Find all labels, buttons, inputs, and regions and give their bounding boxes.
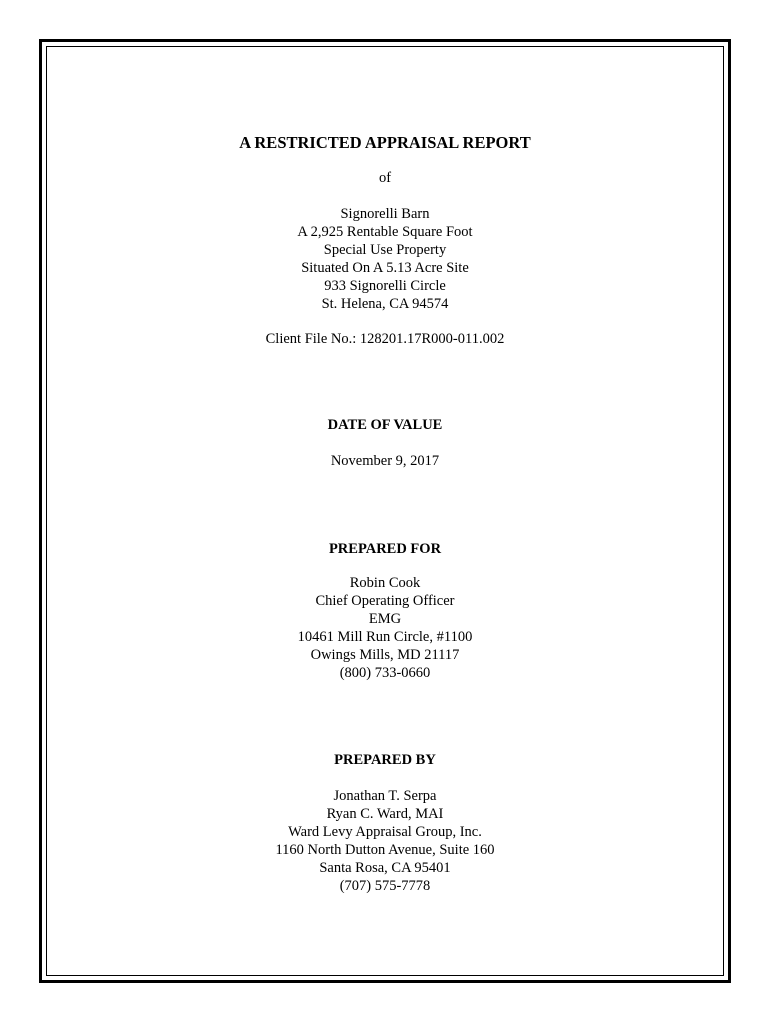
prepared-by-details xyxy=(0,787,770,895)
prepared-by-line: (707) 575-7778 xyxy=(339,878,431,894)
prepared-by-line: Ward Levy Appraisal Group, Inc. xyxy=(288,824,482,840)
prepared-by-line: Santa Rosa, CA 95401 xyxy=(319,860,451,876)
property-description xyxy=(0,205,770,313)
prepared-for-line: Chief Operating Officer xyxy=(315,593,455,609)
date-of-value-block xyxy=(0,452,770,470)
prepared-for-line: Owings Mills, MD 21117 xyxy=(310,647,460,663)
client-file-block xyxy=(0,330,770,348)
of-label: of xyxy=(378,170,392,186)
property-line: A 2,925 Rentable Square Foot xyxy=(297,224,473,240)
prepared-by-line: 1160 North Dutton Avenue, Suite 160 xyxy=(275,842,495,858)
property-line: 933 Signorelli Circle xyxy=(324,278,446,294)
property-line: Signorelli Barn xyxy=(340,206,430,222)
property-line: Special Use Property xyxy=(323,242,447,258)
prepared-for-heading: PREPARED FOR xyxy=(328,541,442,557)
prepared-by-line: Jonathan T. Serpa xyxy=(333,788,437,804)
prepared-by-heading: PREPARED BY xyxy=(334,752,436,768)
property-line: Situated On A 5.13 Acre Site xyxy=(301,260,469,276)
prepared-for-line: Robin Cook xyxy=(349,575,421,591)
client-file-number: Client File No.: 128201.17R000-011.002 xyxy=(265,331,505,347)
of-label-block xyxy=(0,169,770,187)
prepared-for-line: EMG xyxy=(368,611,402,627)
prepared-by-line: Ryan C. Ward, MAI xyxy=(326,806,444,822)
date-of-value: November 9, 2017 xyxy=(330,453,440,469)
prepared-for-line: (800) 733-0660 xyxy=(339,665,431,681)
prepared-for-line: 10461 Mill Run Circle, #1100 xyxy=(297,629,473,645)
prepared-for-details xyxy=(0,574,770,682)
property-line: St. Helena, CA 94574 xyxy=(321,296,449,312)
report-title: A RESTRICTED APPRAISAL REPORT xyxy=(239,133,531,152)
date-of-value-heading: DATE OF VALUE xyxy=(327,417,443,433)
